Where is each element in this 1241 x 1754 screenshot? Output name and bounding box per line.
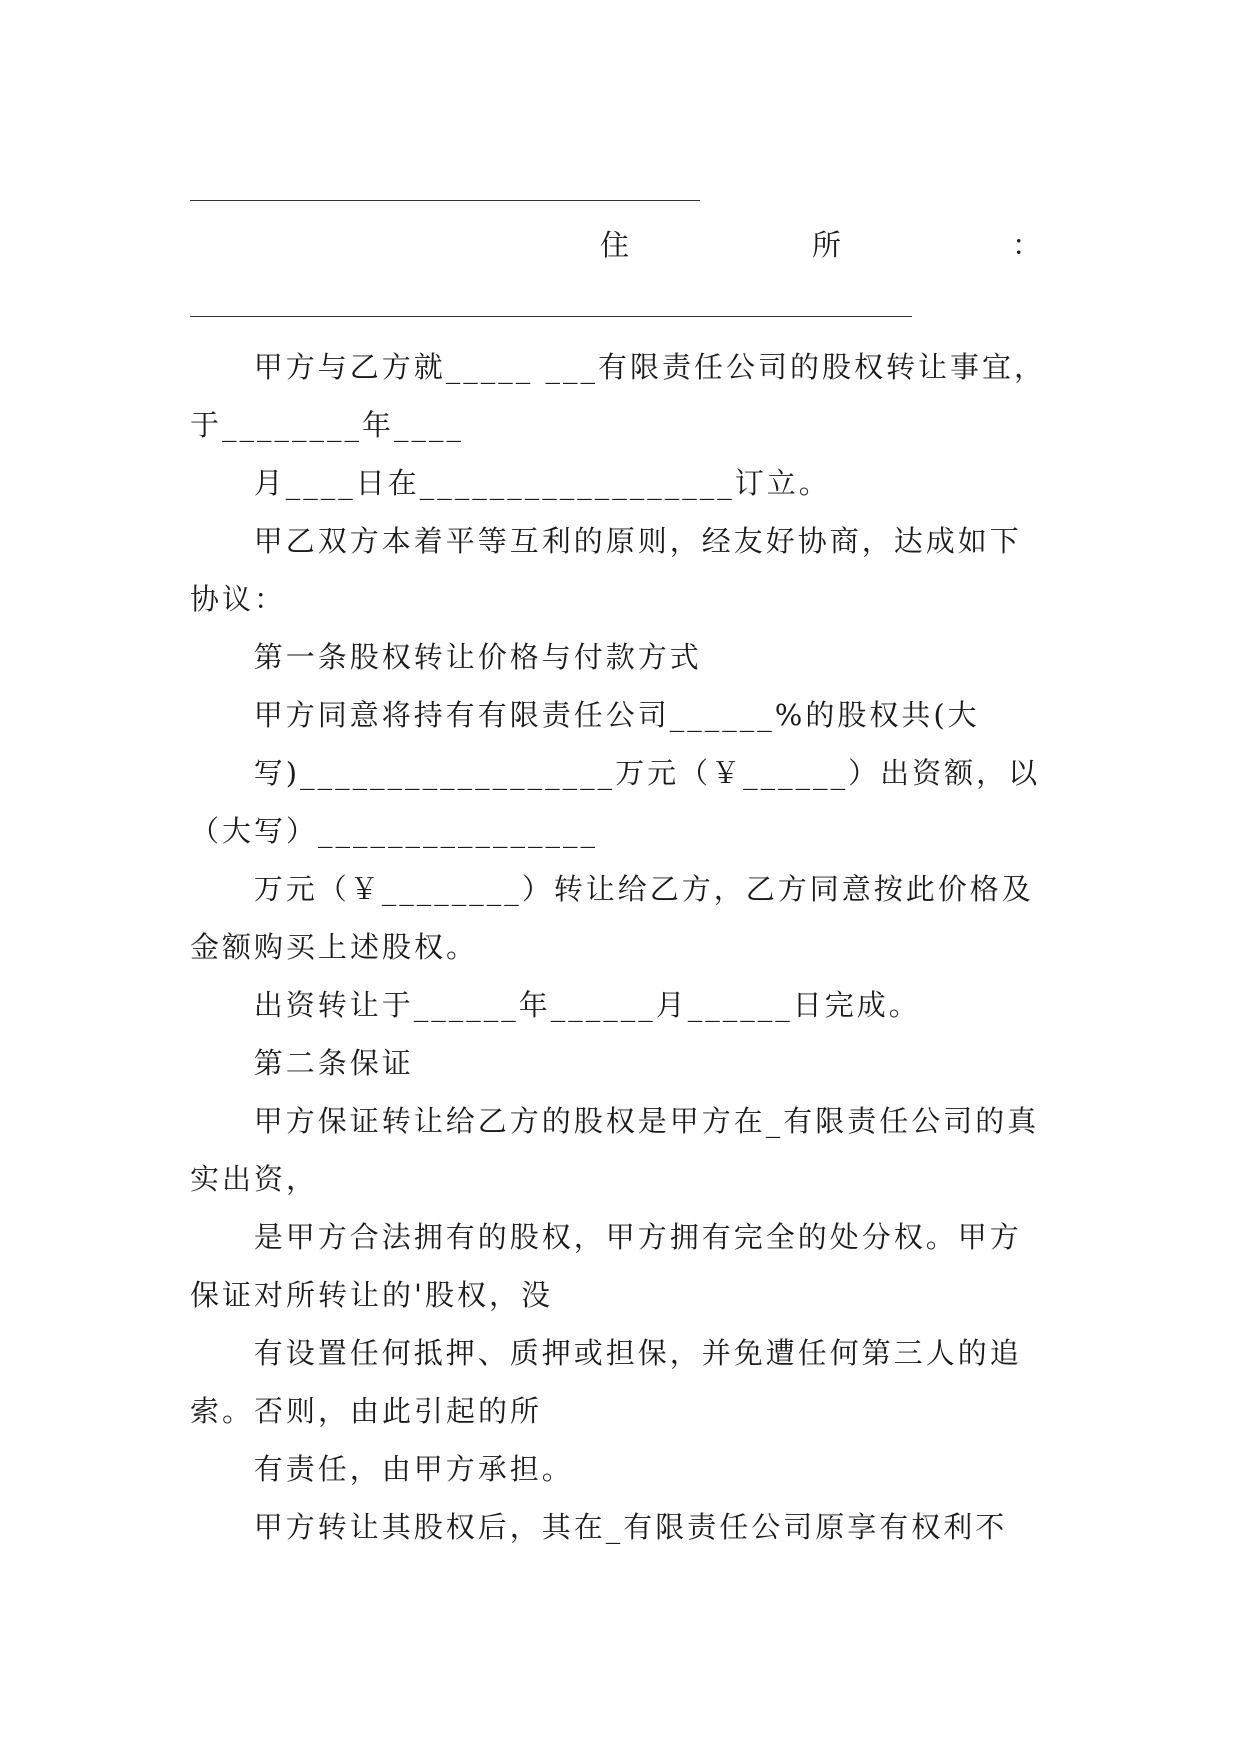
paragraph: 写)__________________万元（￥______）出资额，以（大写）________________ xyxy=(190,756,1041,848)
paragraph: 甲方同意将持有有限责任公司______%的股权共(大 xyxy=(253,698,980,732)
address-label-char-2: 所 xyxy=(812,228,842,262)
blank-underline xyxy=(190,200,700,201)
paragraph: 是甲方合法拥有的股权，甲方拥有完全的处分权。甲方保证对所转让的'股权，没 xyxy=(190,1220,1022,1312)
paragraph: 甲方与乙方就_____ ___有限责任公司的股权转让事宜，于________年____ xyxy=(190,350,1047,442)
paragraph: 有责任，由甲方承担。 xyxy=(253,1452,574,1486)
paragraph: 万元（￥________）转让给乙方，乙方同意按此价格及金额购买上述股权。 xyxy=(190,872,1034,964)
paragraph: 甲方保证转让给乙方的股权是甲方在_有限责任公司的真实出资， xyxy=(190,1104,1040,1196)
address-underline xyxy=(190,316,912,317)
address-line xyxy=(0,223,1241,263)
contract-body xyxy=(190,338,1050,1556)
address-label-colon: ： xyxy=(1012,228,1042,262)
paragraph: 出资转让于______年______月______日完成。 xyxy=(253,988,921,1022)
paragraph: 甲方转让其股权后，其在_有限责任公司原享有权利不 xyxy=(253,1510,1008,1544)
paragraph: 甲乙双方本着平等互利的原则，经友好协商，达成如下协议： xyxy=(190,524,1022,616)
paragraph: 月____日在__________________订立。 xyxy=(253,466,831,500)
paragraph: 有设置任何抵押、质押或担保，并免遭任何第三人的追索。否则，由此引起的所 xyxy=(190,1336,1022,1428)
clause-heading: 第一条股权转让价格与付款方式 xyxy=(253,640,702,674)
clause-heading: 第二条保证 xyxy=(253,1046,414,1080)
address-label-char-1: 住 xyxy=(600,228,630,262)
